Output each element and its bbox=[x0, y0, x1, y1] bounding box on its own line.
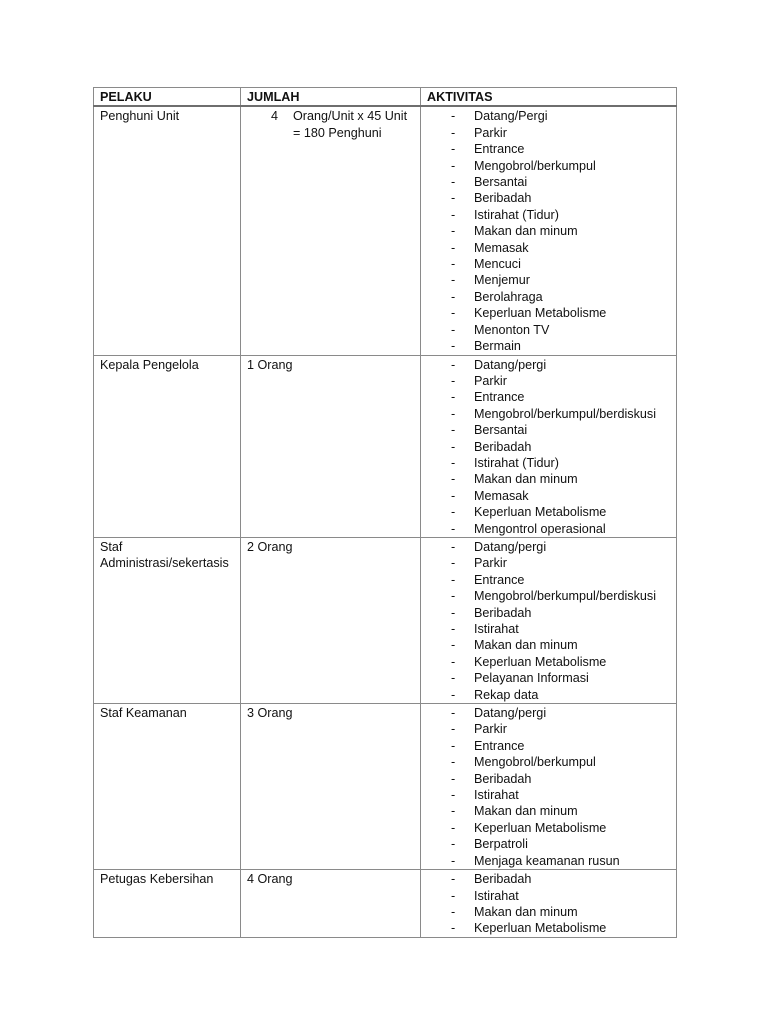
list-item bbox=[427, 871, 670, 887]
activity-label: Datang/pergi bbox=[474, 539, 547, 554]
list-item bbox=[427, 455, 670, 471]
list-item bbox=[427, 141, 670, 157]
bullet-dash: - bbox=[451, 240, 456, 255]
bullet-dash: - bbox=[451, 339, 456, 354]
activity-label: Menonton TV bbox=[474, 322, 550, 337]
activity-list bbox=[427, 539, 670, 703]
aktivitas-cell bbox=[421, 106, 677, 355]
list-item bbox=[427, 504, 670, 520]
activity-label: Istirahat (Tidur) bbox=[474, 455, 559, 470]
activity-label: Keperluan Metabolisme bbox=[474, 820, 607, 835]
list-item bbox=[427, 322, 670, 338]
activity-label: Istirahat (Tidur) bbox=[474, 207, 559, 222]
bullet-dash: - bbox=[451, 439, 456, 454]
bullet-dash: - bbox=[451, 423, 456, 438]
header-aktivitas: AKTIVITAS bbox=[421, 88, 677, 107]
bullet-dash: - bbox=[451, 357, 456, 372]
list-item bbox=[427, 721, 670, 737]
aktivitas-cell bbox=[421, 870, 677, 938]
list-item bbox=[427, 670, 670, 686]
header-pelaku: PELAKU bbox=[94, 88, 241, 107]
list-item bbox=[427, 605, 670, 621]
jumlah-cell: 1 Orang bbox=[241, 355, 421, 537]
list-item bbox=[427, 754, 670, 770]
bullet-dash: - bbox=[451, 273, 456, 288]
activity-label: Makan dan minum bbox=[474, 904, 578, 919]
list-item bbox=[427, 471, 670, 487]
bullet-dash: - bbox=[451, 738, 456, 753]
activity-label: Mengobrol/berkumpul bbox=[474, 158, 596, 173]
bullet-dash: - bbox=[451, 322, 456, 337]
activity-label: Keperluan Metabolisme bbox=[474, 921, 607, 936]
list-item bbox=[427, 621, 670, 637]
activity-label: Datang/pergi bbox=[474, 357, 547, 372]
list-item bbox=[427, 521, 670, 537]
list-item bbox=[427, 920, 670, 936]
list-item bbox=[427, 488, 670, 504]
bullet-dash: - bbox=[451, 755, 456, 770]
bullet-dash: - bbox=[451, 406, 456, 421]
bullet-dash: - bbox=[451, 687, 456, 702]
list-item bbox=[427, 240, 670, 256]
bullet-dash: - bbox=[451, 638, 456, 653]
list-item bbox=[427, 373, 670, 389]
bullet-dash: - bbox=[451, 521, 456, 536]
list-item bbox=[427, 174, 670, 190]
activity-label: Istirahat bbox=[474, 888, 519, 903]
activity-label: Keperluan Metabolisme bbox=[474, 306, 607, 321]
pelaku-cell: Penghuni Unit bbox=[94, 106, 241, 355]
jumlah-number: 4 bbox=[271, 109, 279, 124]
bullet-dash: - bbox=[451, 505, 456, 520]
activity-label: Keperluan Metabolisme bbox=[474, 505, 607, 520]
list-item bbox=[427, 207, 670, 223]
activity-table bbox=[93, 87, 677, 938]
bullet-dash: - bbox=[451, 455, 456, 470]
table-row bbox=[94, 704, 677, 870]
list-item bbox=[427, 305, 670, 321]
aktivitas-cell bbox=[421, 704, 677, 870]
header-jumlah: JUMLAH bbox=[241, 88, 421, 107]
list-item bbox=[427, 289, 670, 305]
activity-label: Entrance bbox=[474, 390, 525, 405]
table-row bbox=[94, 106, 677, 355]
bullet-dash: - bbox=[451, 853, 456, 868]
list-item bbox=[427, 108, 670, 124]
pelaku-cell: Staf Keamanan bbox=[94, 704, 241, 870]
activity-label: Berpatroli bbox=[474, 837, 528, 852]
activity-label: Makan dan minum bbox=[474, 472, 578, 487]
activity-label: Pelayanan Informasi bbox=[474, 671, 589, 686]
activity-label: Keperluan Metabolisme bbox=[474, 654, 607, 669]
bullet-dash: - bbox=[451, 722, 456, 737]
activity-list bbox=[427, 871, 670, 937]
jumlah-text: Orang/Unit x 45 Unit = 180 Penghuni bbox=[293, 109, 408, 140]
bullet-dash: - bbox=[451, 306, 456, 321]
bullet-dash: - bbox=[451, 706, 456, 721]
activity-label: Beribadah bbox=[474, 771, 532, 786]
list-item bbox=[427, 439, 670, 455]
bullet-dash: - bbox=[451, 771, 456, 786]
bullet-dash: - bbox=[451, 289, 456, 304]
activity-label: Mengobrol/berkumpul/berdiskusi bbox=[474, 406, 657, 421]
list-item bbox=[427, 190, 670, 206]
bullet-dash: - bbox=[451, 820, 456, 835]
activity-label: Makan dan minum bbox=[474, 638, 578, 653]
activity-label: Datang/Pergi bbox=[474, 109, 548, 124]
activity-label: Beribadah bbox=[474, 872, 532, 887]
list-item bbox=[427, 389, 670, 405]
activity-label: Rekap data bbox=[474, 687, 539, 702]
jumlah-cell bbox=[241, 106, 421, 355]
list-item bbox=[427, 853, 670, 869]
bullet-dash: - bbox=[451, 125, 456, 140]
bullet-dash: - bbox=[451, 921, 456, 936]
jumlah-cell: 4 Orang bbox=[241, 870, 421, 938]
list-item bbox=[427, 820, 670, 836]
list-item bbox=[427, 422, 670, 438]
bullet-dash: - bbox=[451, 257, 456, 272]
bullet-dash: - bbox=[451, 539, 456, 554]
activity-label: Mengobrol/berkumpul bbox=[474, 755, 596, 770]
list-item bbox=[427, 539, 670, 555]
activity-label: Beribadah bbox=[474, 605, 532, 620]
activity-label: Memasak bbox=[474, 240, 529, 255]
activity-label: Parkir bbox=[474, 125, 507, 140]
aktivitas-cell bbox=[421, 537, 677, 703]
activity-label: Entrance bbox=[474, 738, 525, 753]
list-item bbox=[427, 338, 670, 354]
activity-label: Bermain bbox=[474, 339, 521, 354]
activity-label: Istirahat bbox=[474, 622, 519, 636]
activity-label: Parkir bbox=[474, 722, 507, 737]
activity-label: Beribadah bbox=[474, 439, 532, 454]
bullet-dash: - bbox=[451, 109, 456, 124]
bullet-dash: - bbox=[451, 622, 456, 636]
list-item bbox=[427, 158, 670, 174]
list-item bbox=[427, 572, 670, 588]
bullet-dash: - bbox=[451, 904, 456, 919]
activity-label: Parkir bbox=[474, 556, 507, 571]
list-item bbox=[427, 836, 670, 852]
list-item bbox=[427, 787, 670, 803]
list-item bbox=[427, 223, 670, 239]
pelaku-cell: Kepala Pengelola bbox=[94, 355, 241, 537]
list-item bbox=[427, 357, 670, 373]
activity-label: Makan dan minum bbox=[474, 224, 578, 239]
list-item bbox=[427, 687, 670, 703]
activity-label: Entrance bbox=[474, 142, 525, 157]
bullet-dash: - bbox=[451, 175, 456, 190]
bullet-dash: - bbox=[451, 390, 456, 405]
bullet-dash: - bbox=[451, 191, 456, 206]
activity-label: Berolahraga bbox=[474, 289, 543, 304]
list-item bbox=[427, 803, 670, 819]
activity-label: Istirahat bbox=[474, 788, 519, 803]
list-item bbox=[427, 637, 670, 653]
bullet-dash: - bbox=[451, 142, 456, 157]
list-item bbox=[427, 654, 670, 670]
bullet-dash: - bbox=[451, 373, 456, 388]
activity-label: Beribadah bbox=[474, 191, 532, 206]
list-item bbox=[427, 125, 670, 141]
activity-label: Parkir bbox=[474, 373, 507, 388]
table-row bbox=[94, 537, 677, 703]
jumlah-cell: 2 Orang bbox=[241, 537, 421, 703]
activity-list bbox=[427, 705, 670, 869]
activity-label: Bersantai bbox=[474, 423, 528, 438]
bullet-dash: - bbox=[451, 207, 456, 222]
bullet-dash: - bbox=[451, 654, 456, 669]
activity-label: Entrance bbox=[474, 572, 525, 587]
activity-label: Datang/pergi bbox=[474, 706, 547, 721]
activity-label: Mencuci bbox=[474, 257, 521, 272]
bullet-dash: - bbox=[451, 158, 456, 173]
aktivitas-cell bbox=[421, 355, 677, 537]
jumlah-formula bbox=[247, 108, 414, 141]
bullet-dash: - bbox=[451, 605, 456, 620]
activity-list bbox=[427, 108, 670, 354]
activity-list bbox=[427, 357, 670, 537]
pelaku-cell: Staf Administrasi/sekertasis bbox=[94, 537, 241, 703]
list-item bbox=[427, 888, 670, 904]
bullet-dash: - bbox=[451, 224, 456, 239]
bullet-dash: - bbox=[451, 589, 456, 604]
list-item bbox=[427, 406, 670, 422]
table-row bbox=[94, 355, 677, 537]
table-row bbox=[94, 870, 677, 938]
list-item bbox=[427, 588, 670, 604]
bullet-dash: - bbox=[451, 888, 456, 903]
activity-label: Bersantai bbox=[474, 175, 528, 190]
activity-label: Mengontrol operasional bbox=[474, 521, 606, 536]
bullet-dash: - bbox=[451, 556, 456, 571]
activity-label: Makan dan minum bbox=[474, 804, 578, 819]
bullet-dash: - bbox=[451, 837, 456, 852]
activity-label: Memasak bbox=[474, 488, 529, 503]
bullet-dash: - bbox=[451, 671, 456, 686]
activity-label: Mengobrol/berkumpul/berdiskusi bbox=[474, 589, 657, 604]
list-item bbox=[427, 771, 670, 787]
activity-label: Menjemur bbox=[474, 273, 530, 288]
bullet-dash: - bbox=[451, 488, 456, 503]
bullet-dash: - bbox=[451, 472, 456, 487]
bullet-dash: - bbox=[451, 572, 456, 587]
bullet-dash: - bbox=[451, 788, 456, 803]
pelaku-cell: Petugas Kebersihan bbox=[94, 870, 241, 938]
activity-label: Menjaga keamanan rusun bbox=[474, 853, 620, 868]
list-item bbox=[427, 256, 670, 272]
list-item bbox=[427, 705, 670, 721]
list-item bbox=[427, 272, 670, 288]
list-item bbox=[427, 738, 670, 754]
list-item bbox=[427, 904, 670, 920]
table-header-row bbox=[94, 88, 677, 107]
bullet-dash: - bbox=[451, 804, 456, 819]
bullet-dash: - bbox=[451, 872, 456, 887]
jumlah-cell: 3 Orang bbox=[241, 704, 421, 870]
list-item bbox=[427, 555, 670, 571]
